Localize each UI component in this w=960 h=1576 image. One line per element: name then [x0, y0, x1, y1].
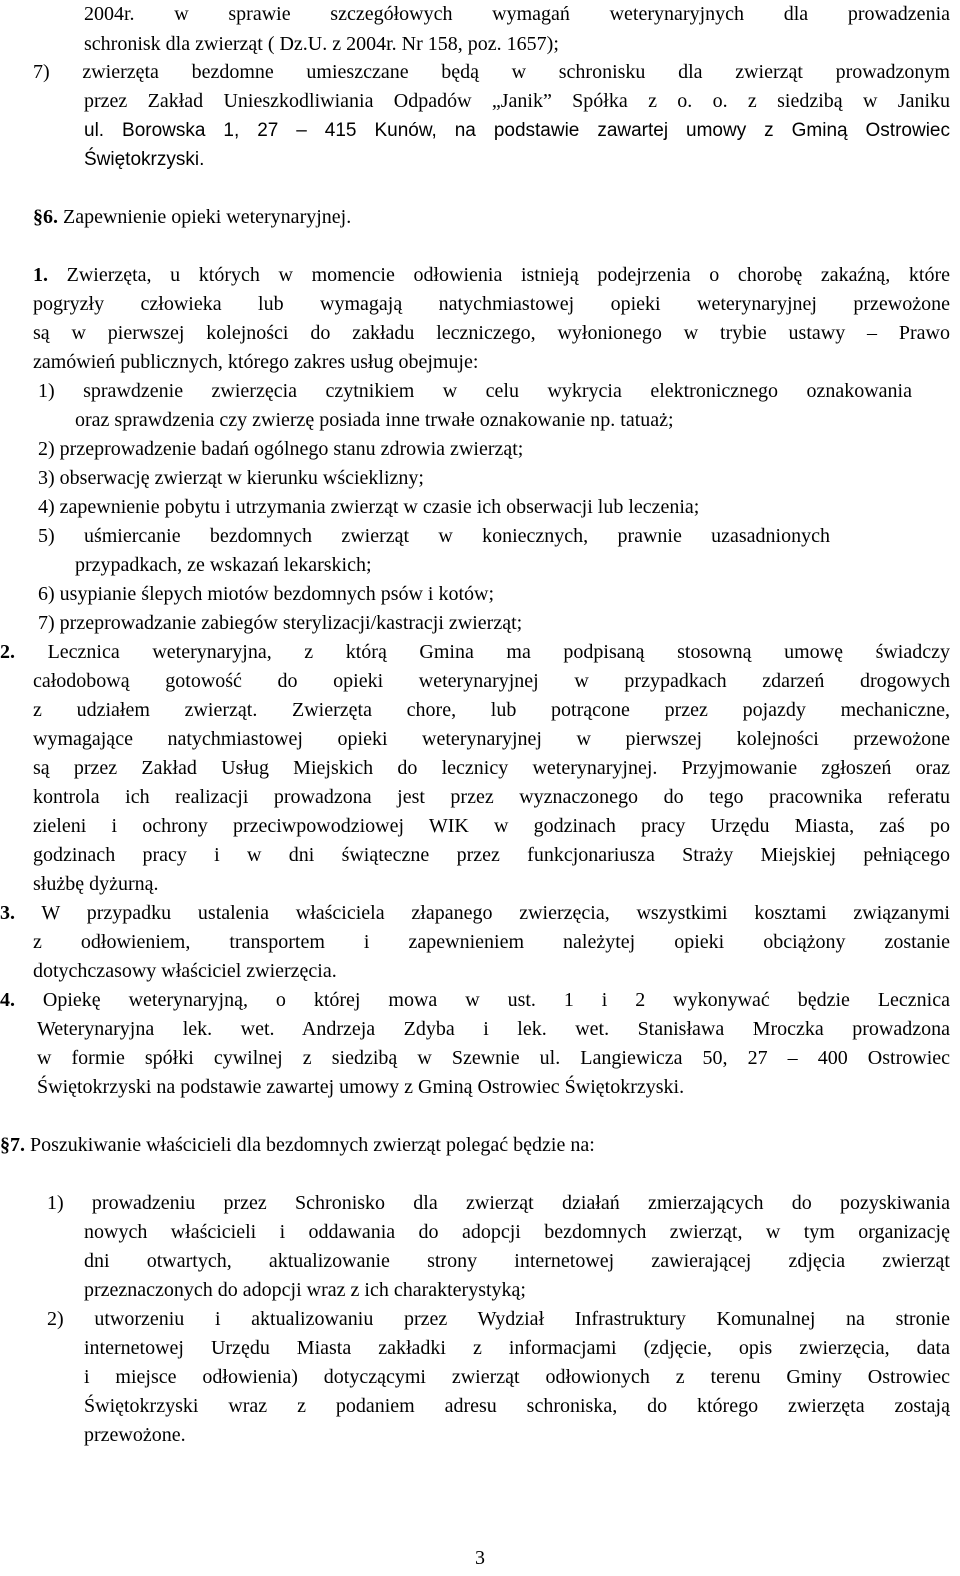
paragraph-line: z odłowieniem, transportem i zapewnieniem należytej opieki obciążony zostanie	[33, 931, 950, 953]
page-number: 3	[475, 1547, 485, 1569]
section-title: Poszukiwanie właścicieli dla bezdomnych zwierząt polegać będzie na:	[25, 1134, 595, 1156]
paragraph-number: 3.	[0, 902, 15, 924]
paragraph-line: wymagające natychmiastowej opieki weterynaryjnej w pierwszej kolejności przewożone	[33, 728, 950, 750]
paragraph-line: kontrola ich realizacji prowadzona jest przez wyznaczonego do tego pracownika referatu	[33, 786, 950, 808]
paragraph-line: godzinach pracy i w dni świąteczne przez funkcjonariusza Straży Miejskiej pełniącego	[33, 844, 950, 866]
list-item-continuation: dni otwartych, aktualizowanie strony internetowej zawierającej zdjęcia zwierząt	[84, 1250, 950, 1272]
list-item: 1) prowadzeniu przez Schronisko dla zwierząt działań zmierzających do pozyskiwania	[47, 1192, 950, 1214]
paragraph-line: w formie spółki cywilnej z siedzibą w Szewnie ul. Langiewicza 50, 27 – 400 Ostrowiec	[37, 1047, 950, 1069]
list-item: 7) przeprowadzanie zabiegów sterylizacji/kastracji zwierząt;	[38, 612, 523, 634]
paragraph-line: są przez Zakład Usług Miejskich do lecznicy weterynaryjnej. Przyjmowanie zgłoszeń oraz	[33, 757, 950, 779]
list-item-continuation: przeznaczonych do adopcji wraz z ich charakterystyką;	[84, 1279, 526, 1301]
list-item-continuation: nowych właścicieli i oddawania do adopcji bezdomnych zwierząt, w tym organizację	[84, 1221, 950, 1243]
paragraph-line: zieleni i ochrony przeciwpowodziowej WIK w godzinach pracy Urzędu Miasta, zaś po	[33, 815, 950, 837]
paragraph-line: Świętokrzyski na podstawie zawartej umowy z Gminą Ostrowiec Świętokrzyski.	[37, 1076, 685, 1098]
paragraph-number: 4.	[0, 989, 15, 1011]
text-line: Świętokrzyski.	[84, 149, 205, 170]
text-line: 2004r. w sprawie szczegółowych wymagań weterynaryjnych dla prowadzenia	[84, 3, 950, 25]
list-item: 1) sprawdzenie zwierzęcia czytnikiem w celu wykrycia elektronicznego oznakowania	[38, 380, 912, 402]
list-item: 6) usypianie ślepych miotów bezdomnych psów i kotów;	[38, 583, 495, 605]
list-item-continuation: przypadkach, ze wskazań lekarskich;	[75, 554, 372, 576]
paragraph-number: 2.	[0, 641, 15, 663]
section-number: §6.	[33, 206, 58, 228]
paragraph-line: całodobową gotowość do opieki weterynaryjnej w przypadkach zdarzeń drogowych	[33, 670, 950, 692]
paragraph-number: 1.	[33, 264, 48, 286]
paragraph-line: 3. W przypadku ustalenia właściciela złapanego zwierzęcia, wszystkimi kosztami związanymi	[0, 902, 950, 924]
paragraph-line: z udziałem zwierząt. Zwierzęta chore, lub potrącone przez pojazdy mechaniczne,	[33, 699, 950, 721]
list-item: 2) przeprowadzenie badań ogólnego stanu zdrowia zwierząt;	[38, 438, 524, 460]
paragraph-line: 2. Lecznica weterynaryjna, z którą Gmina ma podpisaną stosowną umowę świadczy	[0, 641, 950, 663]
text-line: przez Zakład Unieszkodliwiania Odpadów „Janik” Spółka z o. o. z siedzibą w Janiku	[84, 90, 950, 112]
paragraph-line: zamówień publicznych, którego zakres usług obejmuje:	[33, 351, 479, 373]
list-item: 4) zapewnienie pobytu i utrzymania zwierząt w czasie ich obserwacji lub leczenia;	[38, 496, 700, 518]
paragraph-line: pogryzły człowieka lub wymagają natychmiastowej opieki weterynaryjnej przewożone	[33, 293, 950, 315]
section-title: Zapewnienie opieki weterynaryjnej.	[58, 206, 352, 228]
paragraph-line: są w pierwszej kolejności do zakładu leczniczego, wyłonionego w trybie ustawy – Prawo	[33, 322, 950, 344]
paragraph-line: Weterynaryjna lek. wet. Andrzeja Zdyba i lek. wet. Stanisława Mroczka prowadzona	[37, 1018, 950, 1040]
paragraph-line: służbę dyżurną.	[33, 873, 159, 895]
section-heading	[33, 203, 351, 232]
list-item: 2) utworzeniu i aktualizowaniu przez Wydział Infrastruktury Komunalnej na stronie	[47, 1308, 950, 1330]
list-item-continuation: przewożone.	[84, 1424, 186, 1446]
list-item: 3) obserwację zwierząt w kierunku wścieklizny;	[38, 467, 424, 489]
paragraph-line: 4. Opiekę weterynaryjną, o której mowa w ust. 1 i 2 wykonywać będzie Lecznica	[0, 989, 950, 1011]
list-item-continuation: Świętokrzyski wraz z podaniem adresu schroniska, do którego zwierzęta zostają	[84, 1395, 950, 1417]
section-number: §7.	[0, 1134, 25, 1156]
text-line: schronisk dla zwierząt ( Dz.U. z 2004r. Nr 158, poz. 1657);	[84, 33, 559, 55]
list-item: 5) uśmiercanie bezdomnych zwierząt w koniecznych, prawnie uzasadnionych	[38, 525, 830, 547]
list-item: 7) zwierzęta bezdomne umieszczane będą w schronisku dla zwierząt prowadzonym	[33, 61, 950, 83]
paragraph-line: dotychczasowy właściciel zwierzęcia.	[33, 960, 337, 982]
text-line: ul. Borowska 1, 27 – 415 Kunów, na podstawie zawartej umowy z Gminą Ostrowiec	[84, 120, 950, 141]
list-item-continuation: internetowej Urzędu Miasta zakładki z informacjami (zdjęcie, opis zwierzęcia, data	[84, 1337, 950, 1359]
section-heading	[0, 1131, 595, 1160]
list-item-continuation: i miejsce odłowienia) dotyczącymi zwierząt odłowionych z terenu Gminy Ostrowiec	[84, 1366, 950, 1388]
list-item-continuation: oraz sprawdzenia czy zwierzę posiada inne trwałe oznakowanie np. tatuaż;	[75, 409, 674, 431]
paragraph-line: 1. Zwierzęta, u których w momencie odłowienia istnieją podejrzenia o chorobę zakaźną, które	[33, 264, 950, 286]
